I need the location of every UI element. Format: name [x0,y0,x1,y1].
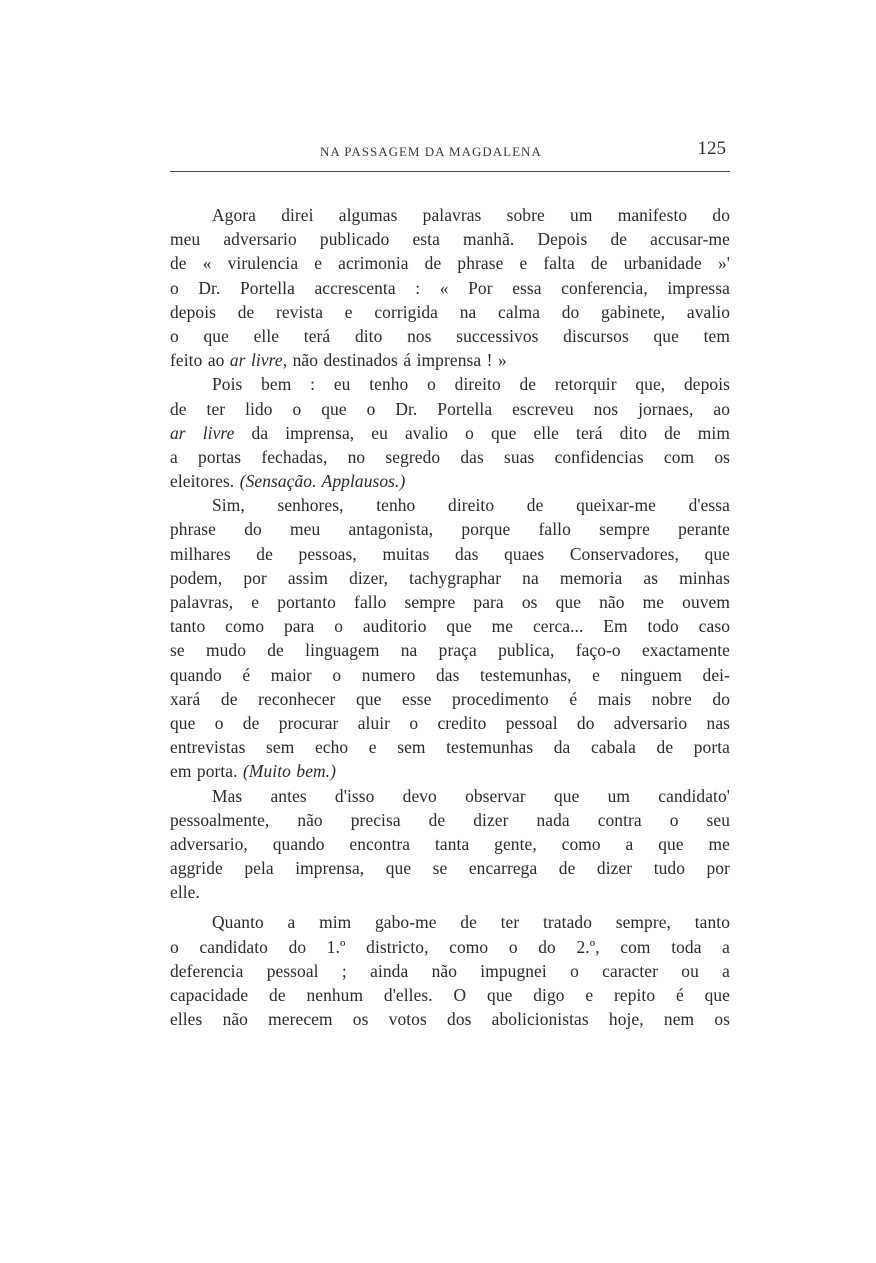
text-line: de « virulencia e acrimonia de phrase e falta de urbanidade »' [170,253,730,274]
text-line: phrase do meu antagonista, porque fallo sempre perante [170,519,730,540]
italic-phrase: ar livre, [229,350,288,371]
text-line: elle. [170,882,200,903]
running-head [170,136,728,166]
italic-phrase: ar livre [170,422,235,443]
text-line: entrevistas sem echo e sem testemunhas da cabala de porta [170,737,730,758]
text-line: o Dr. Portella accrescenta : « Por essa conferencia, impressa [170,277,730,298]
text-line: se mudo de linguagem na praça publica, faço-o exactamente [170,640,730,661]
text-line: depois de revista e corrigida na calma do gabinete, avalio [170,301,730,322]
text-line [170,348,730,372]
text-line: deferencia pessoal ; ainda não impugnei o caracter ou a [170,960,730,981]
italic-phrase: (Sensação. Applausos.) [239,471,406,492]
text-line: a portas fechadas, no segredo das suas confidencias com os [170,446,730,467]
text-line: o candidato do 1.º districto, como o do 2.º, com toda a [170,936,730,957]
text-line: podem, por assim dizer, tachygraphar na memoria as minhas [170,567,730,588]
text-line: o que elle terá dito nos successivos discursos que tem [170,325,730,346]
header-rule [170,171,730,172]
text-line: pessoalmente, não precisa de dizer nada contra o seu [170,809,730,830]
text-line [170,421,730,445]
text-line [170,469,730,493]
text-line: Pois bem : eu tenho o direito de retorquir que, depois [212,374,730,395]
text-line: palavras, e portanto fallo sempre para os que não me ouvem [170,592,730,612]
text-line: Quanto a mim gabo-me de ter tratado sempre, tanto [212,912,730,933]
text-line [170,759,730,783]
text-line: milhares de pessoas, muitas das quaes Conservadores, que [170,543,730,564]
page-number: 125 [697,138,726,159]
text-line: que o de procurar aluir o credito pessoal do adversario nas [170,712,730,733]
text-run: em porta. [170,761,244,782]
text-run: eleitores. [170,471,240,492]
text-run: feito ao [170,350,230,371]
body-text [170,203,730,1031]
text-line: Mas antes d'isso devo observar que um candidato' [212,785,730,806]
text-line: Agora direi algumas palavras sobre um manifesto do [212,205,730,225]
text-line: meu adversario publicado esta manhã. Depois de accusar-me [170,229,730,250]
text-line: de ter lido o que o Dr. Portella escreveu nos jornaes, ao [170,398,730,419]
text-line: quando é maior o numero das testemunhas, e ninguem dei- [170,664,730,685]
text-line: tanto como para o auditorio que me cerca... Em todo caso [170,616,730,637]
text-line: adversario, quando encontra tanta gente, como a que me [170,833,730,854]
italic-phrase: (Muito bem.) [243,761,337,782]
text-line: capacidade de nenhum d'elles. O que digo e repito é que [170,985,730,1005]
text-line: elles não merecem os votos dos abolicionistas hoje, nem os [170,1009,730,1030]
text-line: Sim, senhores, tenho direito de queixar-me d'essa [212,495,730,516]
text-run: não destinados á imprensa ! » [287,350,507,371]
text-line: xará de reconhecer que esse procedimento é mais nobre do [170,688,730,709]
running-title: NA PASSAGEM DA MAGDALENA [320,144,542,159]
text-line: aggride pela imprensa, que se encarrega de dizer tudo por [170,858,730,879]
text-run: da imprensa, eu avalio o que elle terá dito de mim [234,422,730,443]
